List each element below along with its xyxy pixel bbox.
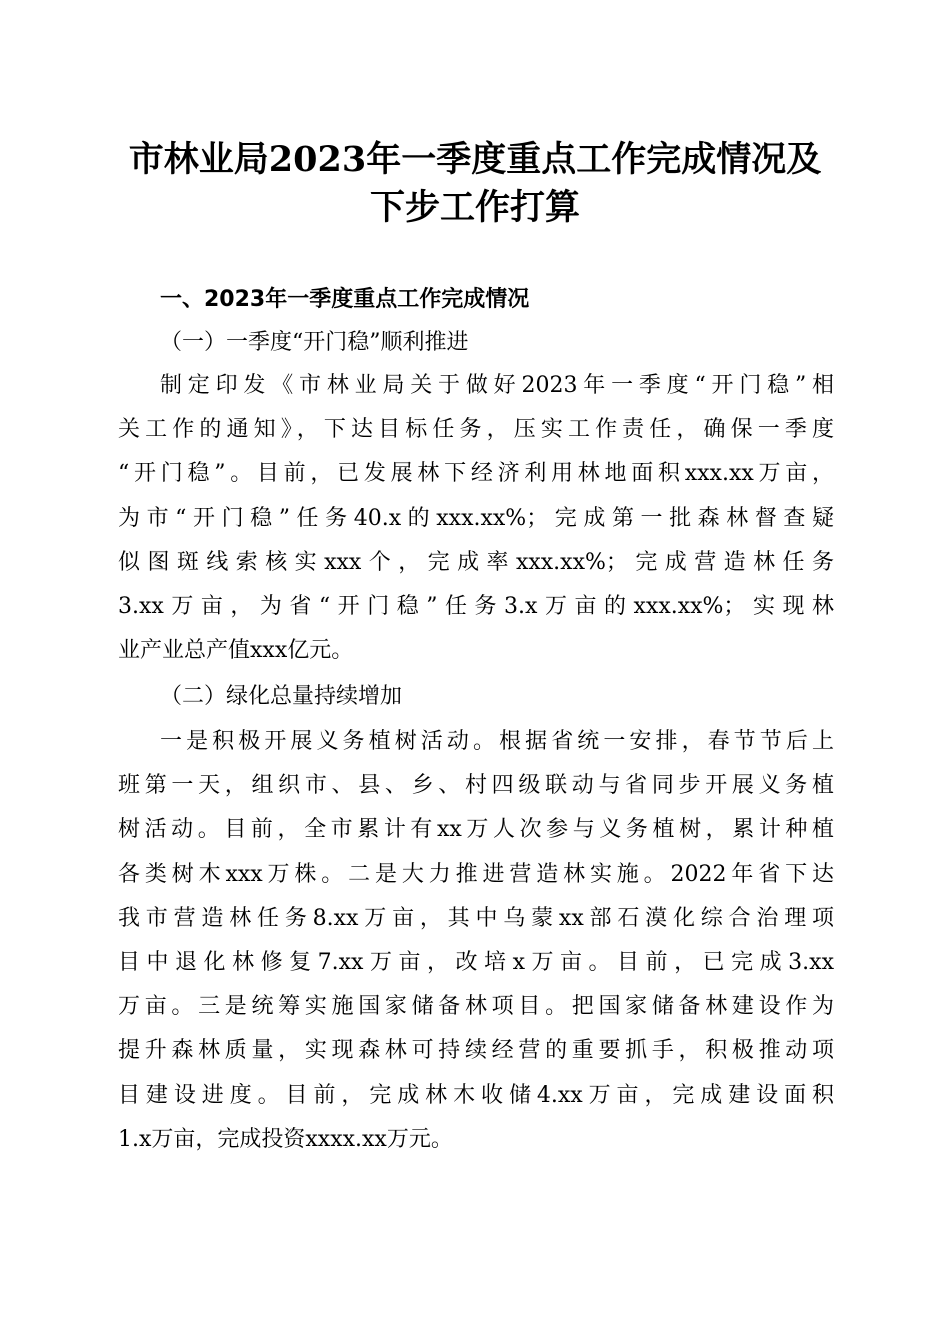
paragraph-line: 万亩。三是统筹实施国家储备林项目。把国家储备林建设作为 xyxy=(118,994,834,1020)
paragraph-line: 班第一天，组织市、县、乡、村四级联动与省同步开展义务植 xyxy=(118,773,834,799)
document-title-line-2: 下步工作打算 xyxy=(369,187,580,228)
paragraph-line: “开门稳”。目前，已发展林下经济利用林地面积xxx.xx万亩， xyxy=(118,461,834,487)
paragraph-line: 树活动。目前，全市累计有xx万人次参与义务植树，累计种植 xyxy=(118,817,834,843)
paragraph-line: 目中退化林修复7.xx万亩，改培x万亩。目前，已完成3.xx xyxy=(118,949,834,975)
paragraph-line: 目建设进度。目前，完成林木收储4.xx万亩，完成建设面积 xyxy=(118,1082,834,1108)
paragraph-line: 3.xx万亩，为省“开门稳”任务3.x万亩的xxx.xx%；实现林 xyxy=(118,593,834,619)
paragraph-line: 各类树木xxx万株。二是大力推进营造林实施。2022年省下达 xyxy=(118,861,834,887)
paragraph-line: 一是积极开展义务植树活动。根据省统一安排，春节节后上 xyxy=(160,729,834,754)
paragraph-line: 似图斑线索核实xxx个，完成率xxx.xx%；完成营造林任务 xyxy=(118,549,834,575)
paragraph-line: 我市营造林任务8.xx万亩，其中乌蒙xx部石漠化综合治理项 xyxy=(118,905,834,931)
paragraph-1 xyxy=(118,364,834,673)
document-title-line-1: 市林业局2023年一季度重点工作完成情况及 xyxy=(128,139,822,180)
paragraph-2 xyxy=(118,720,834,1162)
paragraph-line: 为市“开门稳”任务40.x的xxx.xx%；完成第一批森林督查疑 xyxy=(118,505,834,531)
subsection-heading-1: （一）一季度“开门稳”顺利推进 xyxy=(160,330,469,355)
paragraph-line: 1.x万亩，完成投资xxxx.xx万元。 xyxy=(118,1126,453,1152)
paragraph-line: 关工作的通知》，下达目标任务，压实工作责任，确保一季度 xyxy=(118,417,834,443)
paragraph-line: 制定印发《市林业局关于做好2023年一季度“开门稳”相 xyxy=(160,373,834,398)
subsection-heading-2: （二）绿化总量持续增加 xyxy=(160,684,403,709)
section-heading-1: 一、2023年一季度重点工作完成情况 xyxy=(160,287,530,312)
paragraph-line: 提升森林质量，实现森林可持续经营的重要抓手，积极推动项 xyxy=(118,1038,834,1064)
paragraph-line: 业产业总产值xxx亿元。 xyxy=(118,638,354,664)
